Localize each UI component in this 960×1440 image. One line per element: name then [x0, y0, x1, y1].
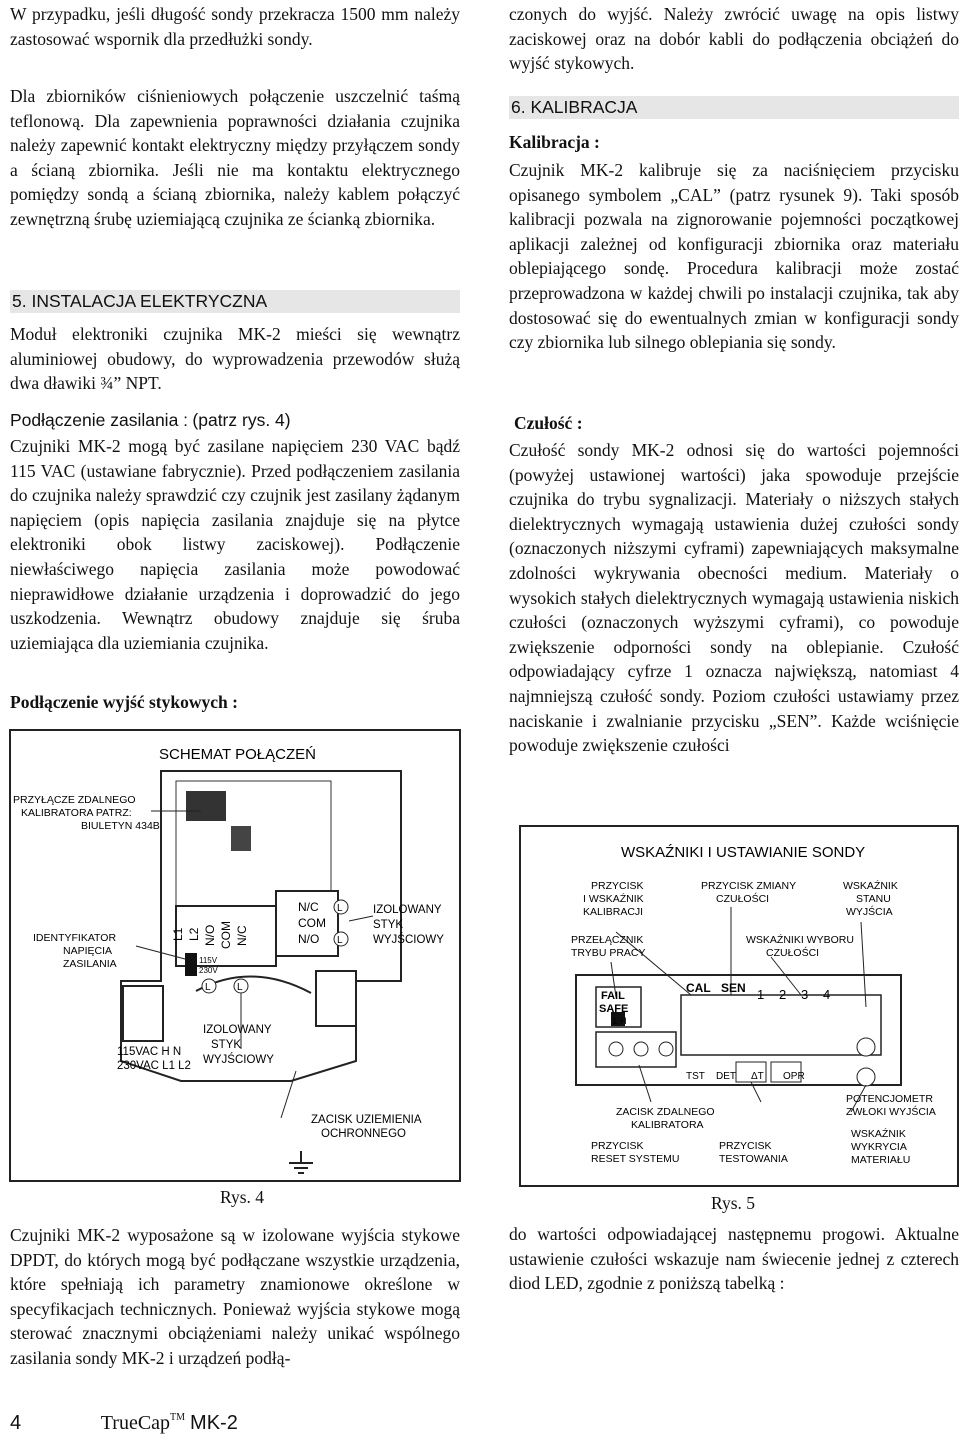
l-mark: L: [337, 903, 343, 914]
power-ref: (patrz rys. 4): [192, 410, 291, 430]
page-footer: [10, 1412, 238, 1435]
sensitivity-indicators-label: WSKAŹNIKI WYBORU CZUŁOŚCI: [746, 934, 854, 959]
ground-label: ZACISK UZIEMIENIA OCHRONNEGO: [311, 1114, 421, 1140]
trademark: TM: [170, 1412, 186, 1423]
l-mark: L: [237, 982, 243, 993]
terminal-label: L1: [171, 927, 185, 941]
figure-caption: Rys. 5: [711, 1193, 756, 1213]
ident-label: IDENTYFIKATOR NAPIĘCIA ZASILANIA: [33, 932, 117, 970]
supply-label: 115VAC H N 230VAC L1 L2: [117, 1046, 191, 1072]
l-mark: L: [337, 935, 343, 946]
paragraph: do wartości odpowiadającej następnemu progowi. Aktualne ustawienie czułości wskazuje nam świecenie jednej z czterech diod LED, zgodnie z poniższą tabelką :: [509, 1224, 959, 1294]
paragraph: czonych do wyjść. Należy zwrócić uwagę na opis listwy zaciskowej oraz na dobór kabli do podłączenia obciążeń do wyjść stykowych.: [509, 4, 959, 74]
diagram-title: SCHEMAT POŁĄCZEŃ: [159, 746, 316, 763]
sensitivity-number: 4: [823, 987, 831, 1002]
state-indicator-label: WSKAŹNIK STANU WYJŚCIA: [843, 880, 898, 918]
terminal-label: L2: [187, 927, 201, 941]
wiring-diagram: [11, 731, 459, 1180]
remote-terminal-label: ZACISK ZDALNEGO KALIBRATORA: [616, 1106, 715, 1131]
power-subheading: [10, 408, 291, 433]
relay-label: N/C: [298, 900, 319, 914]
outputs-subheading: Podłączenie wyjść stykowych :: [10, 692, 238, 712]
section-heading: 6. KALIBRACJA: [509, 96, 959, 119]
terminal-label: N/C: [235, 925, 249, 946]
sen-label: SEN: [721, 981, 746, 995]
sensitivity-button-label: PRZYCISK ZMIANY CZUŁOŚCI: [701, 880, 796, 905]
cal-label: CAL: [686, 981, 711, 995]
paragraph: W przypadku, jeśli długość sondy przekracza 1500 mm należy zastosować wspornik dla przedłużki sondy.: [10, 4, 460, 49]
detection-indicator-label: WSKAŹNIK WYKRYCIA MATERIAŁU: [851, 1128, 911, 1166]
brand-name: TrueCap: [100, 1412, 171, 1434]
indicators-diagram: [521, 827, 957, 1185]
diagram-title: WSKAŹNIKI I USTAWIANIE SONDY: [621, 844, 866, 861]
paragraph: Czujniki MK-2 wyposażone są w izolowane wyjścia stykowe DPDT, do których mogą być podłączane wszystkie urządzenia, które spełniają ich parametry znamionowe określone w specyfikacjach technicznych. Ponieważ wyjścia stykowe mogą sterować znacznymi obciążeniami należy unikać wspólnego zasilania sondy MK-2 i urządzeń podłą-: [10, 1225, 460, 1368]
wiring-diagram-figure: [9, 729, 461, 1182]
test-button-label: PRZYCISK TESTOWANIA: [719, 1140, 788, 1165]
figure-caption: Rys. 4: [220, 1187, 265, 1207]
status-label: DET: [716, 1071, 736, 1082]
paragraph: Czujniki MK-2 mogą być zasilane napięciem 230 VAC bądź 115 VAC (ustawiane fabrycznie). Przed podłączeniem zasilania do czujnika należy sprawdzić czy czujnik jest zasilany żądanym napięciem (opis napięcia zasilania znajduje się na płytce elektroniki obok listwy zaciskowej). Podłączenie niewłaściwego napięcia zasilania może powodować nieprawidłowe działanie urządzenia i doprowadzić do jego uszkodzenia. Wewnątrz obudowy znajduje się śruba uziemiająca dla uziemiania czujnika.: [10, 436, 460, 653]
relay-label: N/O: [298, 932, 320, 946]
status-label: TST: [686, 1071, 705, 1082]
remote-label: PRZYŁĄCZE ZDALNEGO KALIBRATORA PATRZ: BIULETYN 434B: [13, 794, 160, 832]
relay-label: COM: [298, 916, 326, 930]
sensitivity-number: 2: [779, 987, 787, 1002]
status-label: OPR: [783, 1071, 805, 1082]
voltage-115: 115V: [199, 956, 218, 965]
power-title: Podłączenie zasilania :: [10, 410, 189, 430]
calibration-subheading: Kalibracja :: [509, 132, 600, 152]
potentiometer-label: POTENCJOMETR ZWŁOKI WYJŚCIA: [846, 1093, 936, 1118]
reset-button-label: PRZYCISK RESET SYSTEMU: [591, 1140, 680, 1165]
failsafe-label: FAIL SAFE: [599, 990, 629, 1015]
sensitivity-subheading: Czułość :: [514, 413, 583, 433]
paragraph: Dla zbiorników ciśnieniowych połączenie uszczelnić taśmą teflonową. Dla zapewnienia poprawności działania czujnika należy zapewnić kontakt elektryczny między przyłączem sondy a ścianą zbiornika. Jeśli nie ma kontaktu elektrycznego pomiędzy sondą a ścianą zbiornika, należy kablem połączyć zewnętrzną śrubę uziemiającą czujnika ze ścianką zbiornika.: [10, 86, 460, 229]
mode-switch-label: PRZEŁĄCZNIK TRYBU PRACY: [571, 934, 646, 959]
terminal-label: N/O: [203, 924, 217, 946]
voltage-230: 230V: [199, 966, 218, 975]
l-mark: L: [205, 982, 211, 993]
paragraph: Czujnik MK-2 kalibruje się za naciśnięciem przycisku opisanego symbolem „CAL” (patrz rysunek 9). Taki sposób kalibracji pozwala na zignorowanie pojemności początkowej aplikacji zależnej od konfiguracji zbiornika oraz materiału oblepiającego sondę. Procedura kalibracji może zostać przeprowadzona w każdej chwili po instalacji czujnika, tak aby dostosować się do ewentualnych zmian w konfiguracji sondy czy zbiornika lub silnego oblepiania się sondy.: [509, 160, 959, 353]
model-name: MK-2: [190, 1412, 238, 1434]
indicators-figure: [519, 825, 959, 1187]
isolated-output-label: IZOLOWANY STYK WYJŚCIOWY: [373, 904, 444, 946]
calibration-button-label: PRZYCISK I WSKAŹNIK KALIBRACJI: [583, 880, 644, 918]
sensitivity-number: 1: [757, 987, 765, 1002]
isolated-output-label-2: IZOLOWANY STYK WYJŚCIOWY: [203, 1024, 274, 1066]
paragraph: Moduł elektroniki czujnika MK-2 mieści się wewnątrz aluminiowej obudowy, do wyprowadzenia przewodów służą dwa dławiki ¾” NPT.: [10, 324, 460, 394]
lh-label: L H: [613, 1016, 627, 1026]
paragraph: Czułość sondy MK-2 odnosi się do wartości pojemności (powyżej ustawionej wartości) jaka spowoduje przejście czujnika do trybu sygnalizacji. Materiały o niższych stałych dielektrycznych wymagają ustawienia dużej czułości sondy (oznaczonych niższymi cyframi) zapewniających maksymalne zdolności wykrywania obecności medium. Materiały o wysokich stałych dielektrycznych wymagają ustawienia niskich czułości (oznaczonych wyższymi cyframi), co powoduje zwiększenie odporności sondy na oblepianie. Czułość odpowiadający cyfrze 1 oznacza największą, natomiast 4 najmniejszą czułość sondy. Poziom czułości ustawiamy przez naciskanie i zwalnianie przycisku „SEN”. Każde wciśnięcie powoduje zwiększenie czułości: [509, 440, 959, 756]
sensitivity-number: 3: [801, 987, 809, 1002]
status-label: ΔT: [751, 1071, 764, 1082]
page-number: 4: [10, 1412, 22, 1434]
terminal-label: COM: [219, 921, 233, 949]
section-heading: 5. INSTALACJA ELEKTRYCZNA: [10, 290, 460, 313]
